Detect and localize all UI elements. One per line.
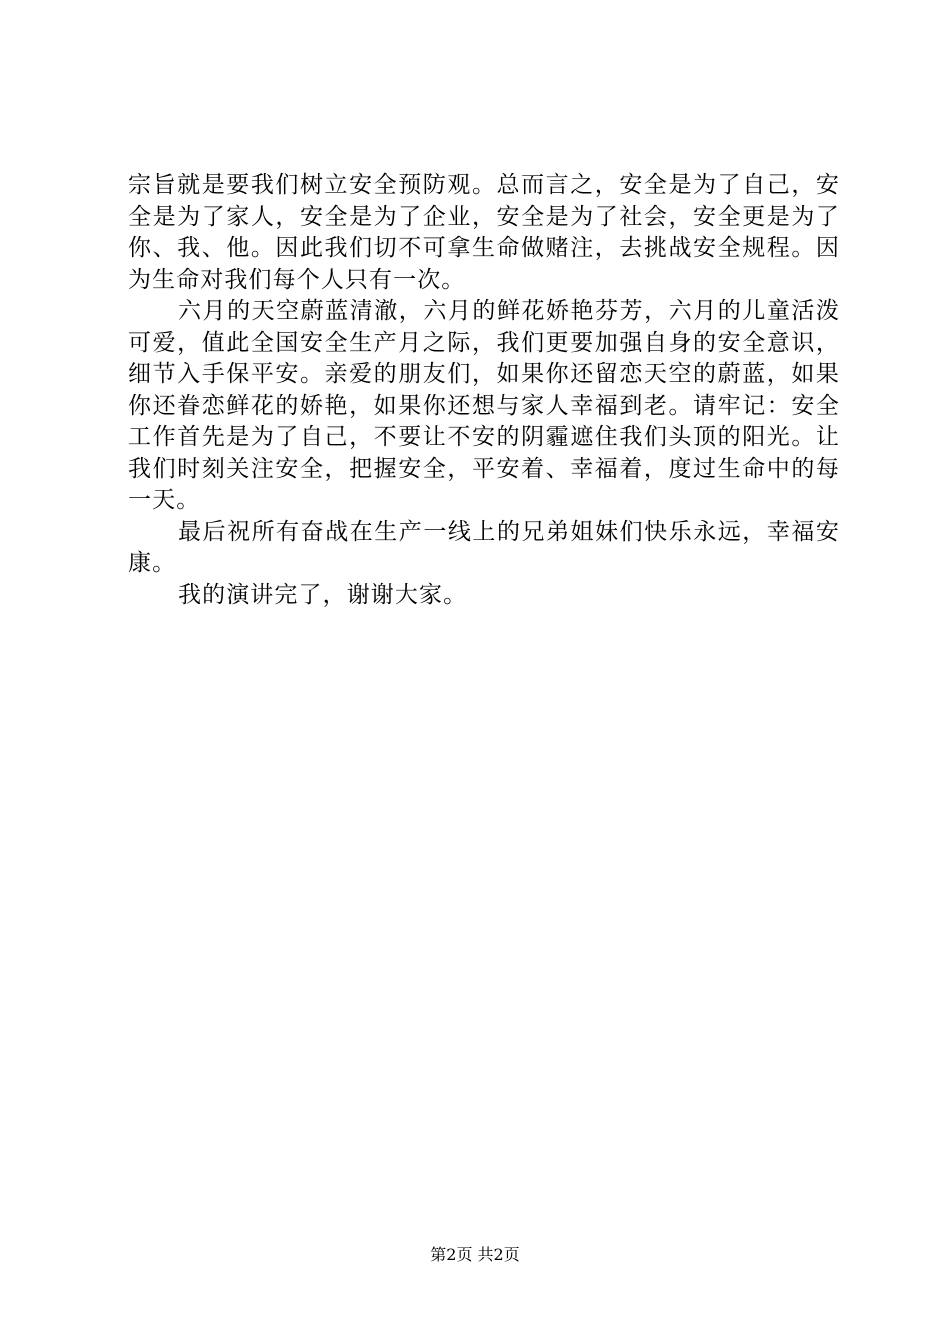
speech-body bbox=[128, 170, 840, 611]
page-number-footer: 第2页 共2页 bbox=[430, 1245, 520, 1264]
paragraph-closing-wishes: 最后祝所有奋战在生产一线上的兄弟姐妹们快乐永远，幸福安康。 bbox=[128, 518, 840, 576]
paragraph-june-safety-month: 六月的天空蔚蓝清澈，六月的鲜花娇艳芬芳，六月的儿童活泼可爱，值此全国安全生产月之际，我们更要加强自身的安全意识，细节入手保平安。亲爱的朋友们，如果你还留恋天空的蔚蓝，如果你还眷恋鲜花的娇艳，如果你还想与家人幸福到老。请牢记：安全工作首先是为了自己，不要让不安的阴霾遮住我们头顶的阳光。让我们时刻关注安全，把握安全，平安着、幸福着，度过生命中的每一天。 bbox=[128, 298, 840, 513]
paragraph-thanks: 我的演讲完了，谢谢大家。 bbox=[178, 581, 468, 608]
paragraph-safety-purpose: 宗旨就是要我们树立安全预防观。总而言之，安全是为了自己，安全是为了家人，安全是为了企业，安全是为了社会，安全更是为了你、我、他。因此我们切不可拿生命做赌注，去挑战安全规程。因为生命对我们每个人只有一次。 bbox=[128, 172, 840, 293]
